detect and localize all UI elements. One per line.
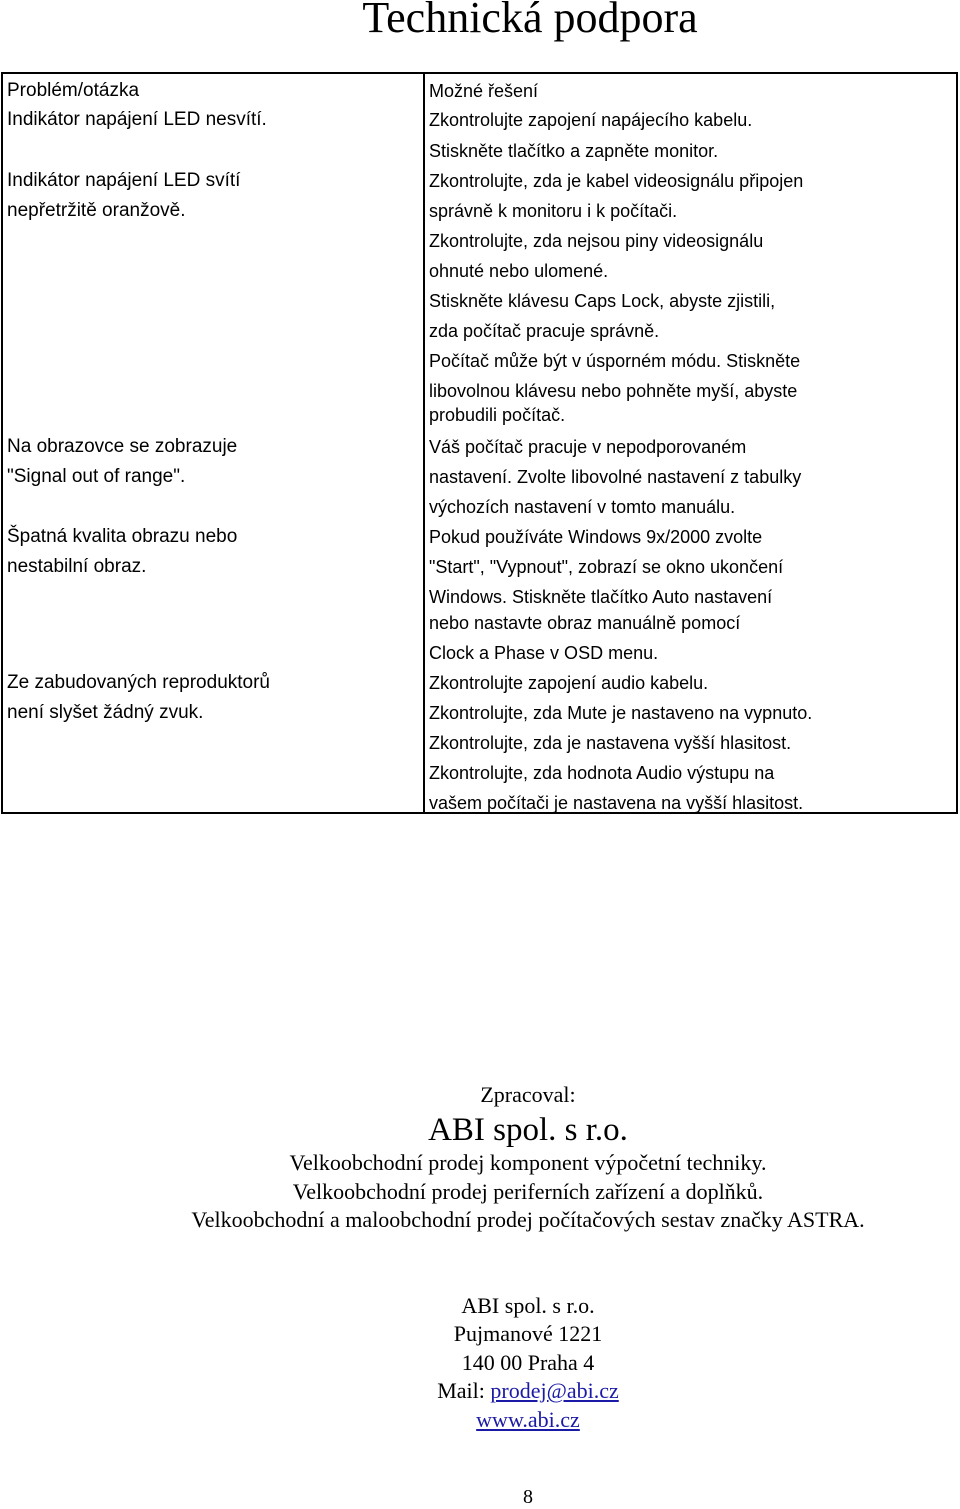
solution-line: "Start", "Vypnout", zobrazí se okno ukončení — [429, 557, 784, 577]
tagline-line: Velkoobchodní prodej periferních zařízení a doplňků. — [292, 1179, 764, 1204]
page-number: 8 — [523, 1486, 533, 1508]
mail-link[interactable]: prodej@abi.cz — [490, 1378, 619, 1403]
solution-line: Zkontrolujte, zda je nastavena vyšší hlasitost. — [429, 733, 792, 753]
solution-line: Váš počítač pracuje v nepodporovaném — [429, 437, 747, 457]
problem-line: Indikátor napájení LED nesvítí. — [7, 109, 267, 130]
solution-line: výchozích nastavení v tomto manuálu. — [429, 497, 736, 517]
mail-label: Mail: — [437, 1378, 491, 1403]
problem-line: Ze zabudovaných reproduktorů — [7, 672, 270, 693]
solution-line: Zkontrolujte zapojení napájecího kabelu. — [429, 110, 753, 130]
solution-line: Zkontrolujte, zda hodnota Audio výstupu na — [429, 763, 775, 783]
solution-line: libovolnou klávesu nebo pohněte myší, abyste — [429, 381, 798, 401]
solution-line: Zkontrolujte, zda je kabel videosignálu připojen — [429, 171, 804, 191]
problem-line: nepřetržitě oranžově. — [7, 200, 186, 221]
problem-line: Na obrazovce se zobrazuje — [7, 436, 238, 457]
tagline-line: Velkoobchodní prodej komponent výpočetní techniky. — [289, 1150, 767, 1175]
mail-line — [0, 1378, 960, 1404]
web-link[interactable]: www.abi.cz — [476, 1407, 580, 1432]
solution-line: Stiskněte klávesu Caps Lock, abyste zjistili, — [429, 291, 776, 311]
problem-line: Špatná kvalita obrazu nebo — [7, 526, 238, 547]
problem-line: "Signal out of range". — [7, 466, 186, 487]
solution-line: vašem počítači je nastavena na vyšší hlasitost. — [429, 793, 804, 813]
solution-line: Zkontrolujte, zda Mute je nastaveno na vypnuto. — [429, 703, 813, 723]
address-company: ABI spol. s r.o. — [461, 1293, 595, 1318]
solution-line: správně k monitoru i k počítači. — [429, 201, 678, 221]
solution-line: Zkontrolujte, zda nejsou piny videosignálu — [429, 231, 764, 251]
prepared-label: Zpracoval: — [480, 1082, 576, 1107]
problem-line: nestabilní obraz. — [7, 556, 147, 577]
address-street: Pujmanové 1221 — [453, 1321, 603, 1346]
page-title: Technická podpora — [362, 0, 698, 42]
solution-line: Pokud používáte Windows 9x/2000 zvolte — [429, 527, 763, 547]
solution-line: Stiskněte tlačítko a zapněte monitor. — [429, 141, 719, 161]
solution-line: nastavení. Zvolte libovolné nastavení z tabulky — [429, 467, 802, 487]
problem-line: Indikátor napájení LED svítí — [7, 170, 241, 191]
problem-line: není slyšet žádný zvuk. — [7, 702, 204, 723]
solution-line: Windows. Stiskněte tlačítko Auto nastavení — [429, 587, 773, 607]
solution-line: nebo nastavte obraz manuálně pomocí — [429, 613, 741, 633]
solution-line: Počítač může být v úsporném módu. Stiskněte — [429, 351, 801, 371]
company-name: ABI spol. s r.o. — [428, 1112, 628, 1148]
solution-line: zda počítač pracuje správně. — [429, 321, 660, 341]
web-line — [0, 1407, 960, 1433]
tagline-line: Velkoobchodní a maloobchodní prodej počítačových sestav značky ASTRA. — [191, 1207, 865, 1232]
solution-line: Zkontrolujte zapojení audio kabelu. — [429, 673, 709, 693]
solution-line: ohnuté nebo ulomené. — [429, 261, 609, 281]
problem-header: Problém/otázka — [7, 80, 140, 101]
solution-header: Možné řešení — [429, 81, 539, 101]
address-city: 140 00 Praha 4 — [461, 1350, 595, 1375]
solution-line: Clock a Phase v OSD menu. — [429, 643, 659, 663]
solution-line: probudili počítač. — [429, 405, 566, 425]
